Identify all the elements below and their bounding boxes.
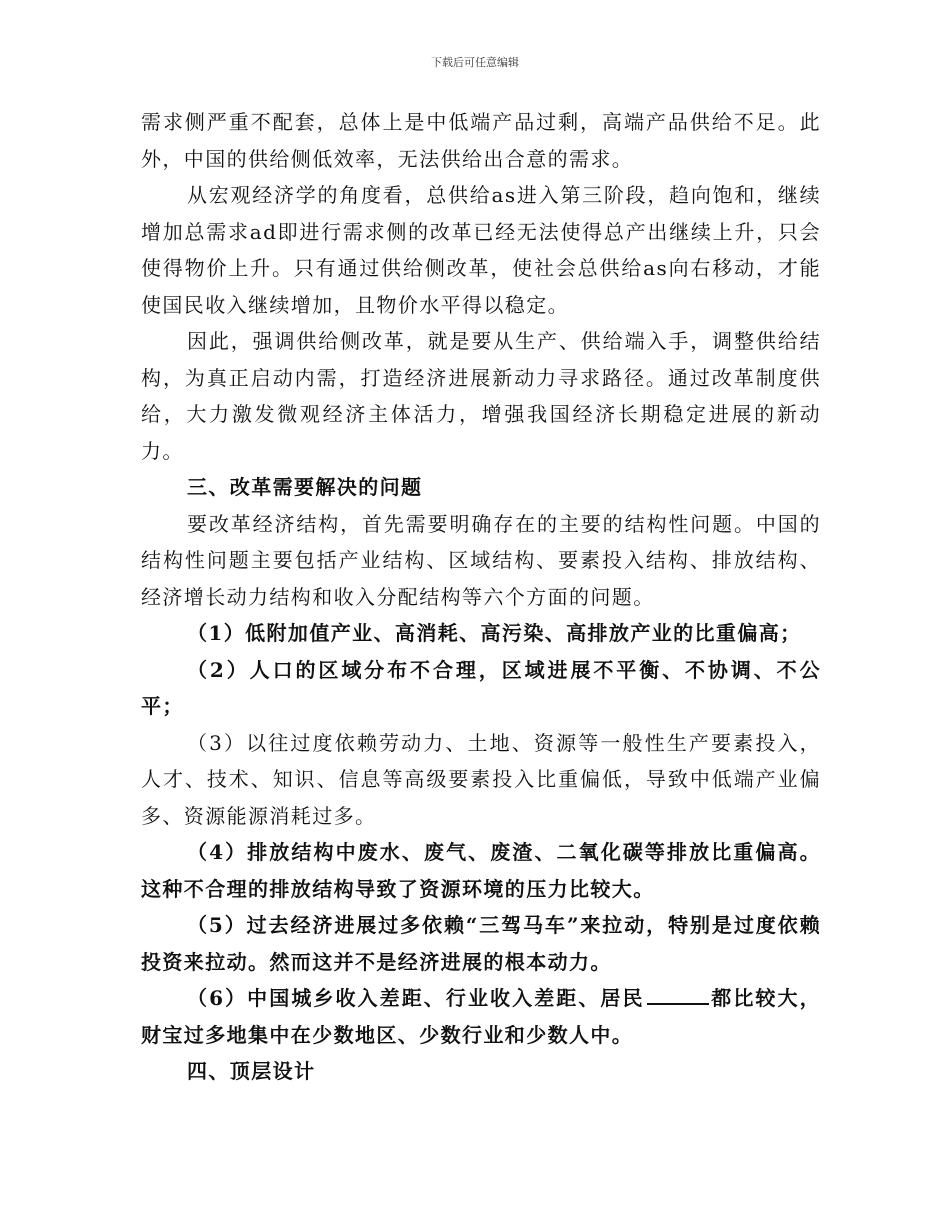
document-body — [141, 104, 821, 1090]
section-heading-4: 四、顶层设计 — [187, 1059, 316, 1083]
list-item-4: （4）排放结构中废水、废气、废渣、二氧化碳等排放比重偏高。这种不合理的排放结构导致了资源环境的压力比较大。 — [141, 840, 821, 901]
list-item-3: （3）以往过度依赖劳动力、土地、资源等一般性生产要素投入，人才、技术、知识、信息等高级要素投入比重偏低，导致中低端产业偏多、资源能源消耗过多。 — [141, 730, 821, 828]
fill-in-blank — [647, 985, 709, 1005]
list-item-6 — [141, 980, 821, 1053]
paragraph-2: 从宏观经济学的角度看，总供给as进入第三阶段，趋向饱和，继续增加总需求ad即进行需求侧的改革已经无法使得总产出继续上升，只会使得物价上升。只有通过供给侧改革，使社会总供给as向右移动，才能使国民收入继续增加，且物价水平得以稳定。 — [141, 183, 821, 317]
paragraph-4: 要改革经济结构，首先需要明确存在的主要的结构性问题。中国的结构性问题主要包括产业结构、区域结构、要素投入结构、排放结构、经济增长动力结构和收入分配结构等六个方面的问题。 — [141, 511, 821, 609]
list-item-1: （1）低附加值产业、高消耗、高污染、高排放产业的比重偏高； — [187, 621, 802, 645]
list-item-6-part-b: 都比较大，财宝过多地集中在少数地区、少数行业和少数人中。 — [141, 986, 821, 1047]
paragraph-1: 需求侧严重不配套，总体上是中低端产品过剩，高端产品供给不足。此外，中国的供给侧低效率，无法供给出合意的需求。 — [141, 110, 821, 171]
page-header: 下载后可任意编辑 — [431, 56, 519, 69]
list-item-5: （5）过去经济进展过多依赖“三驾马车”来拉动，特别是过度依赖投资来拉动。然而这并不是经济进展的根本动力。 — [141, 913, 821, 974]
paragraph-3: 因此，强调供给侧改革，就是要从生产、供给端入手，调整供给结构，为真正启动内需，打造经济进展新动力寻求路径。通过改革制度供给，大力激发微观经济主体活力，增强我国经济长期稳定进展的新动力。 — [141, 329, 821, 463]
list-item-2: （2）人口的区域分布不合理，区域进展不平衡、不协调、不公平； — [141, 657, 821, 718]
list-item-6-part-a: （6）中国城乡收入差距、行业收入差距、居民 — [187, 986, 645, 1010]
section-heading-3: 三、改革需要解决的问题 — [187, 475, 423, 499]
